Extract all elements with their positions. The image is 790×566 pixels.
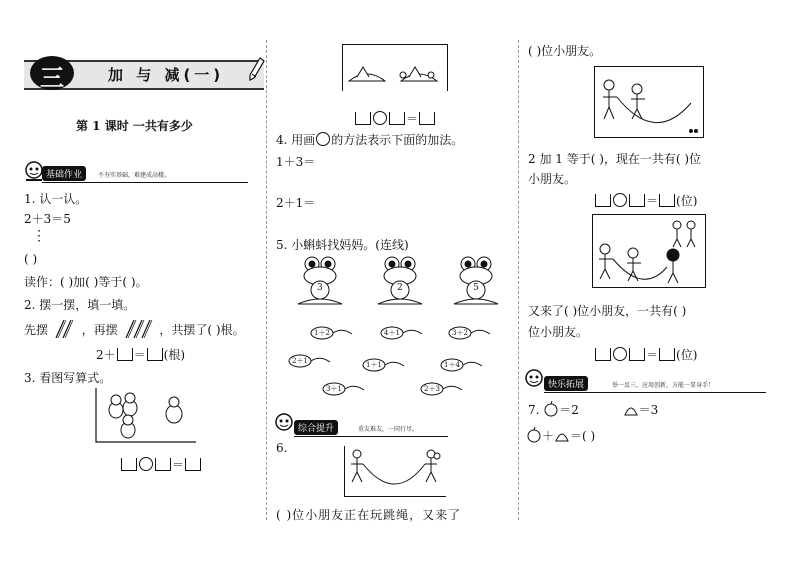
section-comprehensive-label: 综合提升 bbox=[294, 420, 338, 435]
r-equation-2: ＝ (位) bbox=[594, 346, 697, 363]
q3-blank-3[interactable] bbox=[185, 458, 201, 471]
r-line-3: 小朋友。 bbox=[528, 172, 577, 186]
section-fun-rule bbox=[544, 392, 766, 393]
r-equation-1: ＝ (位) bbox=[594, 192, 697, 209]
tadpole-4[interactable] bbox=[288, 354, 332, 368]
mascot-icon bbox=[272, 412, 296, 436]
section-basic-rule bbox=[42, 182, 248, 183]
q2-answer-blank-1[interactable] bbox=[117, 348, 133, 361]
q7-eq3-end: ＝( ) bbox=[570, 429, 596, 443]
column-divider-left bbox=[266, 40, 267, 520]
tadpole-label: 2＋3 bbox=[424, 385, 440, 393]
r-eq2-blank-2[interactable] bbox=[629, 348, 645, 361]
q1-title: 1. 认一认。 bbox=[24, 192, 88, 206]
q4-item-b: 2＋1＝ bbox=[276, 196, 316, 210]
section-basic-label: 基础作业 bbox=[42, 166, 86, 181]
r-line-5: 位小朋友。 bbox=[528, 325, 589, 339]
picture-base bbox=[344, 496, 446, 497]
q2-text-c: ，共摆了( )根。 bbox=[159, 323, 245, 337]
q2-line bbox=[24, 320, 245, 338]
q6-number: 6. bbox=[276, 441, 288, 455]
q2-answer-blank-2[interactable] bbox=[147, 348, 163, 361]
tadpole-label: 1＋1 bbox=[366, 361, 382, 369]
q2-text-b: ，再摆 bbox=[81, 323, 118, 337]
tadpole-label: 2＋1 bbox=[292, 357, 308, 365]
q2-equation bbox=[96, 346, 185, 363]
column-divider-right bbox=[518, 40, 519, 520]
tadpole-5[interactable] bbox=[362, 358, 406, 372]
q3-title: 3. 看图写算式。 bbox=[24, 371, 112, 385]
q7-eq1: ＝2 bbox=[559, 403, 579, 417]
tadpole-1[interactable] bbox=[310, 326, 354, 340]
pond-equation: ＝ bbox=[354, 110, 436, 127]
q7-eq2: ＝3 bbox=[638, 403, 659, 417]
children-jump-rope-icon bbox=[593, 215, 705, 287]
q3-equation: ＝ bbox=[120, 456, 202, 473]
q7-plus: ＋ bbox=[542, 429, 555, 443]
q2-eq-suffix: (根) bbox=[163, 348, 186, 362]
frog-number-2: 2 bbox=[397, 283, 403, 293]
frog-number-3: 5 bbox=[473, 283, 479, 293]
mascot-icon bbox=[522, 368, 546, 392]
q6-text: ( )位小朋友正在玩跳绳，又来了 bbox=[276, 508, 462, 522]
r-line-1: ( )位小朋友。 bbox=[528, 44, 602, 58]
unit-badge-text: 三 bbox=[40, 64, 64, 92]
q7-line-1 bbox=[528, 401, 658, 418]
q4-text-b: 的方法表示下面的加法。 bbox=[331, 133, 464, 147]
r-eq2-unit: (位) bbox=[676, 348, 698, 362]
frog-icon bbox=[298, 257, 342, 304]
tadpole-label: 3＋1 bbox=[326, 385, 342, 393]
r-eq2-blank-3[interactable] bbox=[659, 348, 675, 361]
pond-blank-2[interactable] bbox=[389, 112, 405, 125]
tadpole-7[interactable] bbox=[322, 382, 366, 396]
q7-line-2 bbox=[526, 427, 595, 444]
picture-two-children bbox=[594, 66, 704, 138]
sticks-three-icon bbox=[122, 320, 156, 338]
tadpole-label: 1＋2 bbox=[314, 329, 330, 337]
q1-read: 读作：( )加( )等于( )。 bbox=[24, 275, 148, 289]
section-fun-motto: 举一反三，应用创新，方能一显身手！ bbox=[612, 382, 715, 389]
frog-icon bbox=[378, 257, 422, 304]
children-jump-rope-icon bbox=[595, 67, 703, 137]
frogs-row bbox=[292, 254, 502, 310]
apple-icon bbox=[526, 427, 542, 443]
section-comprehensive-motto: 重友难友，一同行尽。 bbox=[358, 426, 419, 433]
lesson-title: 第 1 课时 一共有多少 bbox=[76, 119, 193, 133]
r-eq1-blank-3[interactable] bbox=[659, 194, 675, 207]
q3-blank-1[interactable] bbox=[121, 458, 137, 471]
q2-eq-prefix: 2＋ bbox=[96, 348, 116, 362]
q2-text-a: 先摆 bbox=[24, 323, 49, 337]
section-fun-label: 快乐拓展 bbox=[544, 376, 588, 391]
r-line-4: 又来了( )位小朋友，一共有( ) bbox=[528, 304, 687, 318]
r-eq1-blank-1[interactable] bbox=[595, 194, 611, 207]
q2-eq-mid: ＝ bbox=[133, 348, 146, 362]
tadpole-3[interactable] bbox=[448, 326, 492, 340]
frogs-on-leaves-icon bbox=[343, 45, 447, 91]
pond-operator-circle[interactable] bbox=[373, 111, 387, 125]
section-basic-motto: 不夯实基础，难建成高楼。 bbox=[98, 172, 171, 179]
sticks-two-icon bbox=[52, 320, 78, 338]
picture-more-children bbox=[592, 214, 706, 288]
q7-number: 7. bbox=[528, 403, 540, 417]
q2-title: 2. 摆一摆，填一填。 bbox=[24, 298, 136, 312]
chicks-picture bbox=[94, 386, 198, 446]
r-eq2-operator-circle[interactable] bbox=[613, 347, 627, 361]
tadpole-label: 4＋1 bbox=[384, 329, 400, 337]
q4-text-a: 4. 用画 bbox=[276, 133, 316, 147]
q1-equation: 2＋3＝5 bbox=[24, 212, 71, 226]
children-jump-rope-icon bbox=[345, 446, 447, 498]
jump-rope-picture bbox=[344, 446, 447, 496]
pear-icon bbox=[554, 427, 570, 443]
pond-blank-1[interactable] bbox=[355, 112, 371, 125]
r-eq1-blank-2[interactable] bbox=[629, 194, 645, 207]
q5-title: 5. 小蝌蚪找妈妈。(连线) bbox=[276, 238, 409, 252]
q1-paren: ( ) bbox=[24, 252, 38, 266]
section-comprehensive-rule bbox=[294, 436, 448, 437]
pond-blank-3[interactable] bbox=[419, 112, 435, 125]
q4-title bbox=[276, 131, 463, 148]
frog-number-1: 3 bbox=[317, 283, 323, 293]
tadpole-8[interactable] bbox=[420, 382, 464, 396]
unit-title: 加 与 减(一) bbox=[108, 66, 225, 84]
pond-picture bbox=[342, 44, 448, 91]
apple-icon bbox=[543, 401, 559, 417]
q4-item-a: 1＋3＝ bbox=[276, 155, 316, 169]
tadpole-label: 3＋2 bbox=[452, 329, 468, 337]
r-eq1-unit: (位) bbox=[676, 194, 698, 208]
pear-icon bbox=[623, 401, 639, 417]
q1-dots: ⋮ bbox=[32, 228, 46, 244]
r-eq1-operator-circle[interactable] bbox=[613, 193, 627, 207]
q3-operator-circle[interactable] bbox=[139, 457, 153, 471]
tadpole-label: 1＋4 bbox=[444, 361, 460, 369]
r-eq2-blank-1[interactable] bbox=[595, 348, 611, 361]
q3-blank-2[interactable] bbox=[155, 458, 171, 471]
tadpole-6[interactable] bbox=[440, 358, 484, 372]
q4-circle-icon bbox=[316, 132, 330, 146]
pencil-icon bbox=[248, 56, 266, 82]
tadpole-2[interactable] bbox=[380, 326, 424, 340]
frog-icon bbox=[454, 257, 498, 304]
r-line-2: 2 加 1 等于( )，现在一共有( )位 bbox=[528, 152, 702, 166]
